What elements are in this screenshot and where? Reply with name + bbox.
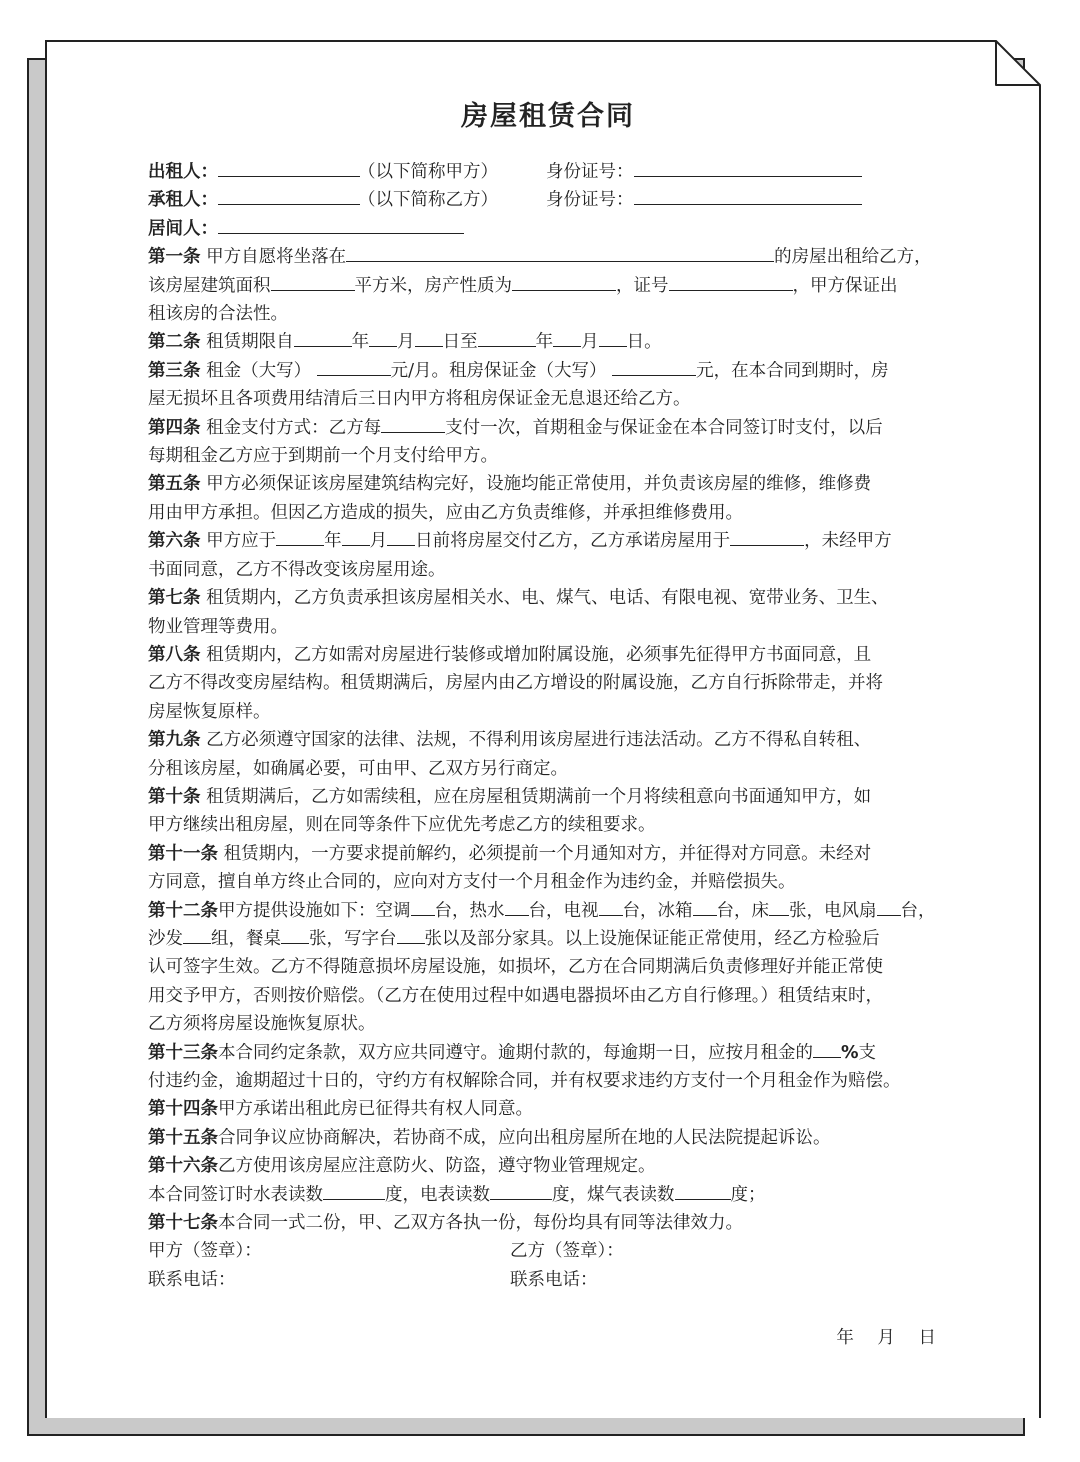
clause-text: 租金支付方式：乙方每 — [206, 417, 382, 438]
clause-3 — [148, 357, 948, 385]
broker-name-blank[interactable] — [218, 215, 464, 234]
clause-11-line-2: 方同意，擅自单方终止合同的，应向对方支付一个月租金作为违约金，并赔偿损失。 — [148, 872, 796, 893]
date-month-label: 月 — [877, 1328, 895, 1349]
clause-text: 年 — [535, 332, 554, 353]
clause-1-line-3: 租该房的合法性。 — [148, 304, 288, 325]
clause-9-line-2: 分租该房屋，如确属必要，可由甲、乙双方另行商定。 — [148, 758, 568, 779]
clause-text: 月 — [397, 332, 415, 353]
clause-5-line-2: 用由甲方承担。但因乙方造成的损失，应由乙方负责维修，并承担维修费用。 — [148, 502, 743, 523]
gas-meter-blank[interactable] — [675, 1181, 731, 1200]
lessor-id-blank[interactable] — [634, 158, 862, 177]
clause-1 — [148, 243, 948, 271]
contract-body — [148, 98, 948, 1353]
date-year-label: 年 — [836, 1328, 854, 1349]
rent-amount-blank[interactable] — [317, 357, 391, 376]
usage-purpose-blank[interactable] — [730, 528, 804, 547]
property-nature-blank[interactable] — [512, 272, 616, 291]
clause-number: 第八条 — [148, 644, 201, 665]
clause-1-line-2 — [148, 272, 948, 300]
clause-text: 乙方使用该房屋应注意防火、防盗，遵守物业管理规定。 — [218, 1156, 656, 1177]
ac-count-blank[interactable] — [411, 897, 435, 916]
end-day-blank[interactable] — [599, 329, 627, 348]
clause-text: 平方米，房产性质为 — [354, 275, 512, 296]
clause-text: 甲方应于 — [206, 531, 277, 552]
clause-number: 第九条 — [148, 730, 201, 751]
lessee-name-blank[interactable] — [218, 187, 360, 206]
clause-text: 度； — [730, 1184, 766, 1205]
clause-text: 月 — [369, 531, 388, 552]
clause-text: 支 — [858, 1042, 877, 1063]
clause-6-line-2: 书面同意，乙方不得改变该房屋用途。 — [148, 559, 446, 580]
clause-10 — [148, 783, 948, 811]
clause-number: 第七条 — [148, 588, 201, 609]
clause-text: 月 — [581, 332, 599, 353]
clause-number: 第十条 — [148, 786, 201, 807]
sofa-count-blank[interactable] — [183, 925, 211, 944]
clause-8 — [148, 641, 948, 669]
lessor-label: 出租人： — [148, 162, 218, 182]
clause-7 — [148, 584, 948, 612]
clause-13 — [148, 1039, 948, 1067]
clause-text: 甲方自愿将坐落在 — [206, 247, 347, 268]
clause-15 — [148, 1124, 948, 1152]
clause-2 — [148, 328, 948, 356]
lessor-note: （以下简称甲方） — [358, 162, 498, 182]
clause-16 — [148, 1152, 948, 1180]
clause-text: 沙发 — [148, 928, 183, 949]
clause-text: 租赁期满后，乙方如需续租，应在房屋租赁期满前一个月将续租意向书面通知甲方，如 — [206, 786, 872, 807]
clause-9 — [148, 726, 948, 754]
phone-row — [148, 1266, 948, 1294]
clause-17 — [148, 1209, 948, 1237]
end-month-blank[interactable] — [553, 329, 581, 348]
clause-text: 合同争议应协商解决，若协商不成，应向出租房屋所在地的人民法院提起诉讼。 — [218, 1127, 831, 1148]
clause-number: 第六条 — [148, 531, 201, 552]
clause-text: 台，电视 — [528, 900, 599, 921]
handover-month-blank[interactable] — [342, 528, 370, 547]
clause-10-line-2: 甲方继续出租房屋，则在同等条件下应优先考虑乙方的续租要求。 — [148, 815, 656, 836]
penalty-percent-blank[interactable] — [813, 1039, 841, 1058]
clause-text: 年 — [351, 332, 370, 353]
clause-text: ，未经甲方 — [804, 531, 892, 552]
clause-text: 乙方必须遵守国家的法律、法规，不得利用该房屋进行违法活动。乙方不得私自转租、 — [206, 730, 872, 751]
lessee-label: 承租人： — [148, 190, 218, 211]
clause-number: 第十七条 — [148, 1213, 218, 1234]
clause-5 — [148, 470, 948, 498]
clause-12-line-3: 认可签字生效。乙方不得随意损坏房屋设施，如损坏，乙方在合同期满后负责修理好并能正常使 — [148, 957, 883, 978]
clause-text: 租赁期内，乙方如需对房屋进行装修或增加附属设施，必须事先征得甲方书面同意，且 — [206, 644, 872, 665]
signature-row — [148, 1237, 948, 1265]
lessor-id-label: 身份证号： — [546, 162, 634, 182]
clause-text: 度，煤气表读数 — [552, 1184, 675, 1205]
clause-text: 支付一次，首期租金与保证金在本合同签订时支付，以后 — [445, 417, 883, 438]
start-year-blank[interactable] — [294, 329, 352, 348]
clause-text: 甲方承诺出租此房已征得共有权人同意。 — [218, 1099, 533, 1120]
party-b-signature-label: 乙方（签章）： — [510, 1241, 624, 1262]
clause-text: 的房屋出租给乙方， — [774, 247, 932, 268]
floor-area-blank[interactable] — [271, 272, 355, 291]
handover-year-blank[interactable] — [276, 528, 324, 547]
clause-4-line-2: 每期租金乙方应于到期前一个月支付给甲方。 — [148, 446, 498, 467]
clause-12-line-4: 用交予甲方，否则按价赔偿。（乙方在使用过程中如遇电器损坏由乙方自行修理。）租赁结束时， — [148, 985, 883, 1006]
party-b-phone-label: 联系电话： — [510, 1269, 598, 1290]
clause-number: 第二条 — [148, 332, 201, 353]
meter-readings — [148, 1181, 948, 1209]
lessor-name-blank[interactable] — [218, 159, 360, 178]
clause-text: 台，床 — [716, 900, 769, 921]
clause-text: ，甲方保证出 — [792, 275, 898, 296]
tv-count-blank[interactable] — [599, 897, 623, 916]
broker-label: 居间人： — [148, 218, 218, 239]
clause-text: ，证号 — [616, 275, 669, 296]
clause-8-line-3: 房屋恢复原样。 — [148, 701, 271, 722]
fan-count-blank[interactable] — [877, 897, 901, 916]
clause-text: 日前将房屋交付乙方，乙方承诺房屋用于 — [415, 531, 731, 552]
clause-14 — [148, 1095, 948, 1123]
payment-period-blank[interactable] — [381, 414, 445, 433]
handover-day-blank[interactable] — [387, 528, 415, 547]
clause-12-line-2 — [148, 925, 948, 953]
deposit-amount-blank[interactable] — [612, 357, 696, 376]
electric-meter-blank[interactable] — [490, 1181, 552, 1200]
clause-text: 张以及部分家具。以上设施保证能正常使用，经乙方检验后 — [424, 928, 880, 949]
contract-title: 房屋租赁合同 — [461, 101, 635, 132]
clause-13-line-2: 付违约金，逾期超过十日的，守约方有权解除合同，并有权要求违约方支付一个月租金作为赔偿。 — [148, 1071, 901, 1091]
clause-8-line-2: 乙方不得改变房屋结构。租赁期满后，房屋内由乙方增设的附属设施，乙方自行拆除带走，并将 — [148, 673, 883, 694]
fridge-count-blank[interactable] — [693, 897, 717, 916]
clause-text: 元，在本合同到期时，房 — [696, 360, 889, 381]
clause-text: 本合同签订时水表读数 — [148, 1184, 323, 1205]
certificate-number-blank[interactable] — [669, 272, 793, 291]
lessee-id-label: 身份证号： — [546, 190, 634, 211]
clause-number: 第一条 — [148, 247, 201, 268]
clause-text: 台，冰箱 — [622, 900, 693, 921]
clause-7-line-2: 物业管理等费用。 — [148, 616, 288, 637]
start-month-blank[interactable] — [369, 329, 397, 348]
clause-text: 张，写字台 — [309, 928, 397, 949]
clause-number: 第十三条 — [148, 1042, 218, 1063]
percent-sign: % — [841, 1042, 859, 1063]
clause-number: 第十一条 — [148, 843, 218, 864]
end-year-blank[interactable] — [478, 329, 536, 348]
clause-text: 张，电风扇 — [789, 900, 877, 921]
clause-number: 第十六条 — [148, 1156, 218, 1177]
clause-text: 租金（大写） — [206, 360, 312, 381]
clause-text: 年 — [324, 531, 342, 552]
clause-text: 租赁期内，一方要求提前解约，必须提前一个月通知对方，并征得对方同意。未经对 — [223, 843, 872, 864]
desk-count-blank[interactable] — [397, 925, 425, 944]
clause-number: 第十二条 — [148, 900, 218, 921]
broker-row — [148, 215, 948, 243]
clause-text: 度，电表读数 — [385, 1184, 490, 1205]
date-day-label: 日 — [918, 1328, 936, 1349]
lessee-note: （以下简称乙方） — [358, 190, 498, 211]
lessor-row — [148, 158, 948, 186]
property-location-blank[interactable] — [346, 244, 774, 263]
clause-number: 第十五条 — [148, 1127, 218, 1148]
water-heater-count-blank[interactable] — [505, 897, 529, 916]
clause-12 — [148, 897, 948, 925]
table-count-blank[interactable] — [281, 925, 309, 944]
clause-text: 租赁期内，乙方负责承担该房屋相关水、电、煤气、电话、有限电视、宽带业务、卫生、 — [206, 588, 889, 609]
clause-text: 甲方必须保证该房屋建筑结构完好，设施均能正常使用，并负责该房屋的维修，维修费 — [206, 474, 872, 495]
clause-number: 第四条 — [148, 417, 201, 438]
clause-11 — [148, 840, 948, 868]
start-day-blank[interactable] — [415, 329, 443, 348]
party-a-signature-label: 甲方（签章）： — [148, 1241, 262, 1262]
bed-count-blank[interactable] — [769, 897, 789, 916]
page-fold-corner — [995, 40, 1041, 86]
clause-6 — [148, 527, 948, 555]
clause-number: 第五条 — [148, 474, 201, 495]
clause-text: 本合同约定条款，双方应共同遵守。逾期付款的，每逾期一日，应按月租金的 — [218, 1042, 813, 1063]
clause-number: 第十四条 — [148, 1099, 218, 1120]
lessee-id-blank[interactable] — [634, 186, 862, 205]
lessee-row — [148, 186, 948, 214]
clause-text: 租赁期限自 — [206, 332, 294, 353]
clause-text: 本合同一式二份，甲、乙双方各执一份，每份均具有同等法律效力。 — [218, 1213, 743, 1234]
clause-text: 该房屋建筑面积 — [148, 275, 271, 296]
clause-text: 组，餐桌 — [211, 928, 281, 949]
clause-text: 台， — [900, 900, 936, 921]
clause-text: 甲方提供设施如下：空调 — [218, 900, 411, 921]
clause-4 — [148, 414, 948, 442]
clause-text: 台，热水 — [434, 900, 505, 921]
party-a-phone-label: 联系电话： — [148, 1269, 236, 1290]
clause-text: 日。 — [626, 332, 662, 353]
clause-12-line-5: 乙方须将房屋设施恢复原状。 — [148, 1014, 376, 1035]
signing-date — [148, 1324, 948, 1352]
water-meter-blank[interactable] — [323, 1181, 385, 1200]
clause-number: 第三条 — [148, 360, 201, 381]
clause-text: 元/月。租房保证金（大写） — [390, 360, 607, 381]
clause-text: 日至 — [442, 332, 478, 353]
clause-3-line-2: 屋无损坏且各项费用结清后三日内甲方将租房保证金无息退还给乙方。 — [148, 389, 691, 410]
